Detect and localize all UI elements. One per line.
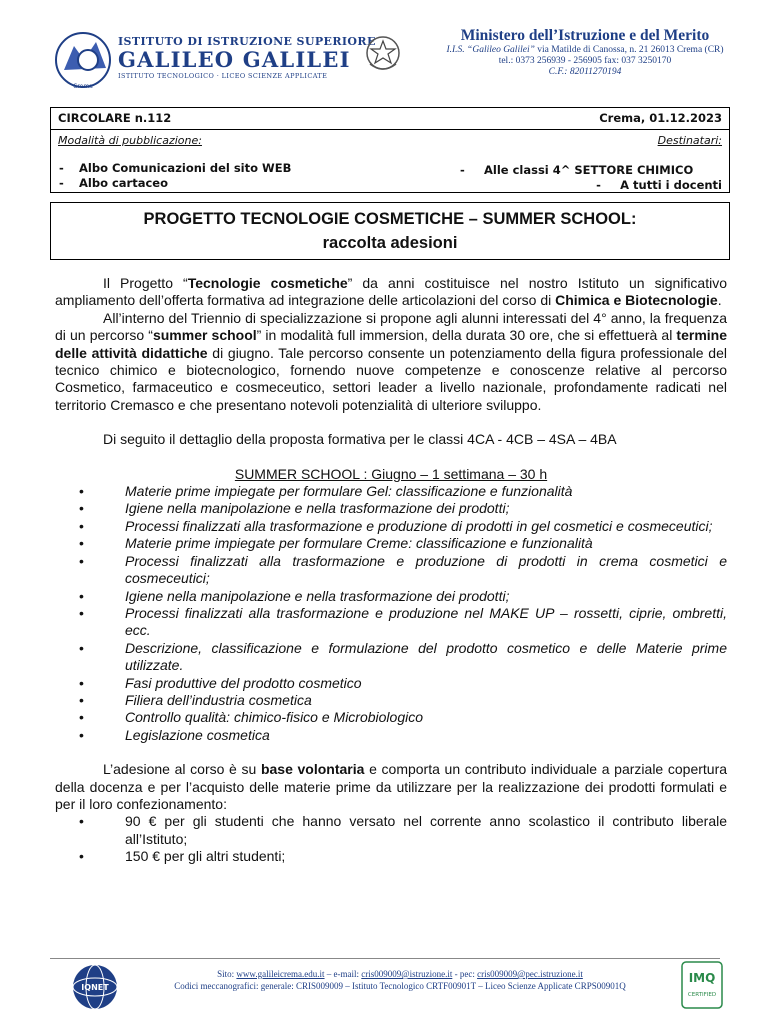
iqnet-logo-icon xyxy=(70,962,120,1012)
classes-paragraph: Di seguito il dettaglio della proposta formativa per le classi 4CA - 4CB – 4SA – 4BA xyxy=(103,431,617,448)
school-logo xyxy=(52,30,118,92)
list-item: • 150 € per gli altri studenti; xyxy=(55,848,727,865)
table-divider xyxy=(51,129,729,130)
recipients-heading: Destinatari: xyxy=(657,134,722,147)
school-codes: Codici meccanografici: generale: CRIS009009 – Istituto Tecnologico CRTF00901T – Liceo Scienze Applicate CRPS00901Q xyxy=(174,981,626,991)
list-item: • Processi finalizzati alla trasformazione e produzione di prodotti in crema cosmetici e cosmeceutici; xyxy=(55,553,727,588)
participation-paragraph: L’adesione al corso è su base volontaria e comporta un contributo individuale a parziale copertura della docenza e per l’acquisto delle materie prime da utilizzare per la realizzazione dei prodotti formulati e per il loro confezionamento: xyxy=(55,761,728,812)
school-subtitle: ISTITUTO TECNOLOGICO · LICEO SCIENZE APPLICATE xyxy=(118,72,328,80)
ministry-address: via Matilde di Canossa, n. 21 26013 Crema (CR) xyxy=(534,45,724,55)
publication-item: - Albo Comunicazioni del sito WEB xyxy=(79,161,291,176)
list-item: • Igiene nella manipolazione e nella trasformazione dei prodotti; xyxy=(55,500,727,517)
ministry-phone: tel.: 0373 256939 - 256905 fax: 037 3250170 xyxy=(498,56,672,66)
document-subtitle: raccolta adesioni xyxy=(322,234,458,252)
imq-certification-icon xyxy=(680,960,724,1010)
footer-divider xyxy=(50,958,720,959)
publication-heading: Modalità di pubblicazione: xyxy=(58,134,202,147)
list-item: • Filiera dell’industria cosmetica xyxy=(55,692,727,709)
publication-item: - Albo cartaceo xyxy=(79,176,291,191)
list-item: • Materie prime impiegate per formulare Gel: classificazione e funzionalità xyxy=(55,483,727,500)
publication-list xyxy=(79,161,291,191)
ministry-block xyxy=(420,27,750,78)
list-item: • Materie prime impiegate per formulare Creme: classificazione e funzionalità xyxy=(55,535,727,552)
intro-paragraph: Il Progetto “Tecnologie cosmetiche” da anni costituisce nel nostro Istituto un significativo ampliamento dell’offerta formativa ad integrazione delle articolazioni del corso di Chimica e Biotecnologie. xyxy=(55,275,727,309)
circular-meta-table xyxy=(50,107,730,193)
list-item: • Controllo qualità: chimico-fisico e Microbiologico xyxy=(55,709,727,726)
fees-list xyxy=(55,813,727,865)
school-type: ISTITUTO DI ISTRUZIONE SUPERIORE xyxy=(118,35,376,48)
document-title: PROGETTO TECNOLOGIE COSMETICHE – SUMMER SCHOOL: xyxy=(143,210,637,228)
pec-link[interactable]: cris009009@pec.istruzione.it xyxy=(477,969,583,979)
iqnet-label: IQNET xyxy=(81,983,109,992)
recipient-item: - Alle classi 4^ SETTORE CHIMICO xyxy=(484,163,693,177)
website-link[interactable]: www.galileicrema.edu.it xyxy=(236,969,325,979)
imq-label: IMQ xyxy=(688,971,716,985)
circular-number: CIRCOLARE n.112 xyxy=(58,111,172,125)
ministry-tax-code: C.F.: 82011270194 xyxy=(548,67,622,77)
document-body xyxy=(55,275,727,866)
list-item: • Descrizione, classificazione e formulazione del prodotto cosmetico e delle Materie prime utilizzate. xyxy=(55,640,727,675)
ministry-title: Ministero dell’Istruzione e del Merito xyxy=(460,27,710,44)
republic-emblem-icon xyxy=(364,34,402,74)
list-item: • Igiene nella manipolazione e nella trasformazione dei prodotti; xyxy=(55,588,727,605)
list-item: • Processi finalizzati alla trasformazione e produzione nel MAKE UP – rossetti, ciprie, ombretti, ecc. xyxy=(55,605,727,640)
footer-contacts: Sito: www.galileicrema.edu.it – e-mail: cris009009@istruzione.it - pec: cris009009@pec.istruzione.it Codici meccanografici: generale: CRIS009009 – Istituto Tecnologico CRTF00901T – Liceo Scienze Applicate CRPS00901Q xyxy=(120,968,680,992)
list-item: • 90 € per gli studenti che hanno versato nel corrente anno scolastico il contributo liberale all’Istituto; xyxy=(55,813,727,848)
circular-date: Crema, 01.12.2023 xyxy=(599,111,722,125)
school-name-block xyxy=(118,35,376,80)
logo-city: Crema xyxy=(73,83,93,90)
school-name: GALILEO GALILEI xyxy=(118,47,351,72)
list-item: • Fasi produttive del prodotto cosmetico xyxy=(55,675,727,692)
document-title-box xyxy=(50,202,730,260)
topics-list xyxy=(55,483,727,744)
imq-sub: CERTIFIED xyxy=(687,992,717,998)
schedule-heading: SUMMER SCHOOL : Giugno – 1 settimana – 30 h xyxy=(234,465,548,482)
recipient-item: - A tutti i docenti xyxy=(620,178,722,192)
list-item: • Processi finalizzati alla trasformazione e produzione di prodotti in gel cosmetici e cosmeceutici; xyxy=(55,518,727,535)
list-item: • Legislazione cosmetica xyxy=(55,727,727,744)
description-paragraph: All’interno del Triennio di specializzazione si propone agli alunni interessati del 4° anno, la frequenza di un percorso “summer school” in modalità full immersion, della durata 30 ore, che si effettuerà al termine delle attività didattiche di giugno. Tale percorso consente un potenziamento della figura professionale del tecnico chimico e biotecnologico, fornendo nuove competenze e conoscenze relative al percorso Cosmetico, farmaceutico e cosmeceutico, settori leader a livello nazionale, profondamente radicati nel territorio Cremasco e che presentano notevoli potenzialità di ulteriore sviluppo. xyxy=(55,309,727,413)
email-link[interactable]: cris009009@istruzione.it xyxy=(361,969,453,979)
ministry-school-name: I.I.S. “Galileo Galilei” xyxy=(446,45,535,55)
